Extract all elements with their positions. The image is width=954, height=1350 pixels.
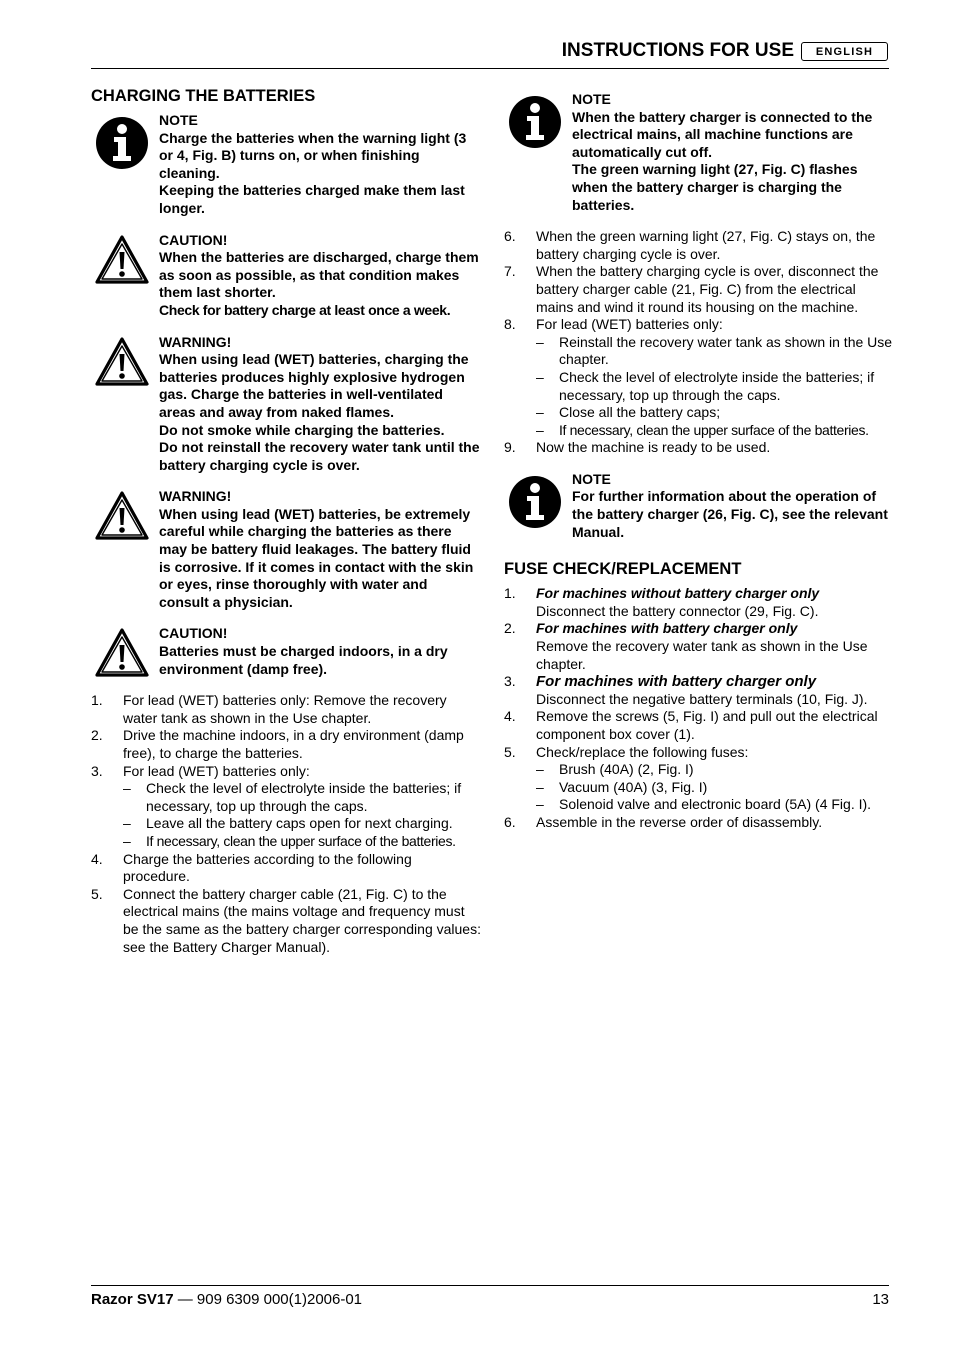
sub-list: [536, 761, 894, 814]
notice-text: Keeping the batteries charged make them last longer.: [159, 182, 465, 216]
fuse-steps-list: [504, 585, 894, 831]
sub-list-item: – Check the level of electrolyte inside the batteries; if necessary, top up through the caps.: [123, 780, 462, 814]
sub-list-item: – Reinstall the recovery water tank as shown in the Use chapter.: [536, 333, 893, 368]
note-notice: [504, 91, 894, 214]
info-icon: [508, 475, 562, 529]
right-column: [504, 91, 894, 832]
notice-title: WARNING!: [159, 488, 232, 505]
list-item: 1. For machines without battery charger only Disconnect the battery connector (29, Fig. C).: [504, 585, 820, 619]
charging-steps-list: [91, 692, 481, 956]
notice-text: Batteries must be charged indoors, in a dry environment (damp free).: [159, 643, 448, 677]
caution-notice: [91, 232, 481, 320]
sub-list-item: – Brush (40A) (2, Fig. I): [536, 761, 694, 778]
sub-list: [536, 334, 894, 440]
footer-doc-number: — 909 6309 000(1)2006-01: [177, 1291, 363, 1308]
list-item: 9. Now the machine is ready to be used.: [504, 439, 771, 456]
warning-triangle-icon: [95, 336, 149, 386]
info-icon: [508, 95, 562, 149]
warning-triangle-icon: [95, 234, 149, 284]
page-number: 13: [872, 1291, 889, 1308]
notice-text: When using lead (WET) batteries, be extremely careful while charging the batteries as there may be battery fluid leakages. The battery fluid is corrosive. If it comes in contact with the skin or eyes, rinse thoroughly with water and consult a physician.: [159, 505, 474, 610]
sub-list-item: – Solenoid valve and electronic board (5A) (4 Fig. I).: [536, 796, 872, 813]
caution-notice: [91, 625, 481, 678]
notice-title: WARNING!: [159, 333, 232, 350]
notice-text: When the battery charger is connected to the electrical mains, all machine functions are automatically cut off.: [572, 108, 873, 160]
notice-title: CAUTION!: [159, 231, 228, 248]
language-label: ENGLISH: [801, 42, 888, 61]
list-item: 2. For machines with battery charger only Remove the recovery water tank as shown in the Use chapter.: [504, 620, 868, 672]
notice-text: For further information about the operation of the battery charger (26, Fig. C), see the relevant Manual.: [572, 488, 888, 540]
list-item: 5. Check/replace the following fuses: – Brush (40A) (2, Fig. I) – Vacuum (40A) (3, Fig. I) – Solenoid valve and electronic board (5A) (4 Fig. I).: [504, 744, 894, 814]
sub-list-item: – Check the level of electrolyte inside the batteries; if necessary, top up through the caps.: [536, 368, 875, 403]
list-item: 2. Drive the machine indoors, in a dry environment (damp free), to charge the batteries.: [91, 727, 464, 761]
section-heading-fuse: FUSE CHECK/REPLACEMENT: [504, 560, 742, 579]
footer-doc-info: [91, 1291, 362, 1308]
warning-notice: [91, 488, 481, 611]
list-item: 4. Remove the screws (5, Fig. I) and pull out the electrical component box cover (1).: [504, 708, 878, 742]
list-item: 3. For machines with battery charger only Disconnect the negative battery terminals (10, Fig. J).: [504, 673, 868, 707]
list-item: 5. Connect the battery charger cable (21, Fig. C) to the electrical mains (the mains voltage and frequency must be the same as the battery charger corresponding values: see the Battery Charger Manual).: [91, 885, 481, 955]
list-item: 1. For lead (WET) batteries only: Remove the recovery water tank as shown in the Use chapter.: [91, 692, 447, 726]
note-notice: [91, 112, 481, 218]
sub-list: [123, 780, 481, 850]
notice-text: When using lead (WET) batteries, charging the batteries produces highly explosive hydrogen gas. Charge the batteries in well-ventilated areas and away from naked flames.: [159, 351, 469, 420]
notice-title: NOTE: [159, 112, 198, 128]
list-item: 4. Charge the batteries according to the following procedure.: [91, 850, 412, 885]
notice-text: Do not reinstall the recovery water tank until the battery charging cycle is over.: [159, 439, 480, 473]
sub-list-item: – Close all the battery caps;: [536, 404, 721, 421]
notice-text: Do not smoke while charging the batteries.: [159, 421, 445, 438]
section-heading-charging: CHARGING THE BATTERIES: [91, 87, 316, 105]
footer-rule: [91, 1285, 889, 1286]
notice-text: Charge the batteries when the warning light (3 or 4, Fig. B) turns on, or when finishing cleaning.: [159, 129, 467, 181]
page-header-title: INSTRUCTIONS FOR USE: [561, 40, 794, 61]
sub-list-item: – Leave all the battery caps open for next charging.: [123, 815, 453, 832]
notice-title: NOTE: [572, 470, 611, 487]
left-column: [91, 86, 481, 956]
warning-notice: [91, 334, 481, 475]
sub-list-item: – If necessary, clean the upper surface of the batteries.: [536, 421, 869, 438]
notice-title: NOTE: [572, 91, 611, 107]
list-item: 6. When the green warning light (27, Fig. C) stays on, the battery charging cycle is over.: [504, 228, 876, 262]
notice-text: The green warning light (27, Fig. C) flashes when the battery charger is charging the batteries.: [572, 161, 858, 213]
sub-list-item: – If necessary, clean the upper surface of the batteries.: [123, 832, 456, 849]
list-item: 8. For lead (WET) batteries only: – Reinstall the recovery water tank as shown in the Use chapter. – Check the level of electrolyte inside the batteries; if necessary, top up through the caps. – Close all the battery caps; – If necessary, clean the upper surface of the batteries.: [504, 316, 893, 438]
notice-text: When the batteries are discharged, charge them as soon as possible, as that condition makes them last shorter.: [159, 249, 479, 301]
note-notice: [504, 471, 894, 541]
notice-text: Check for battery charge at least once a week.: [159, 301, 451, 318]
list-item: 7. When the battery charging cycle is over, disconnect the battery charger cable (21, Fig. C) from the electrical mains and wind it round its housing on the machine.: [504, 263, 879, 315]
charging-steps-list-continued: [504, 228, 894, 457]
list-item: 3. For lead (WET) batteries only: – Check the level of electrolyte inside the batteries; if necessary, top up through the caps. – Leave all the battery caps open for next charging. – If necessary, clean the upper surface of the batteries.: [91, 763, 481, 851]
header-rule: [91, 68, 889, 69]
footer-model: Razor SV17: [91, 1291, 174, 1308]
info-icon: [95, 116, 149, 170]
list-item: 6. Assemble in the reverse order of disassembly.: [504, 813, 823, 830]
warning-triangle-icon: [95, 490, 149, 540]
notice-title: CAUTION!: [159, 625, 228, 642]
sub-list-item: – Vacuum (40A) (3, Fig. I): [536, 778, 708, 795]
warning-triangle-icon: [95, 627, 149, 677]
